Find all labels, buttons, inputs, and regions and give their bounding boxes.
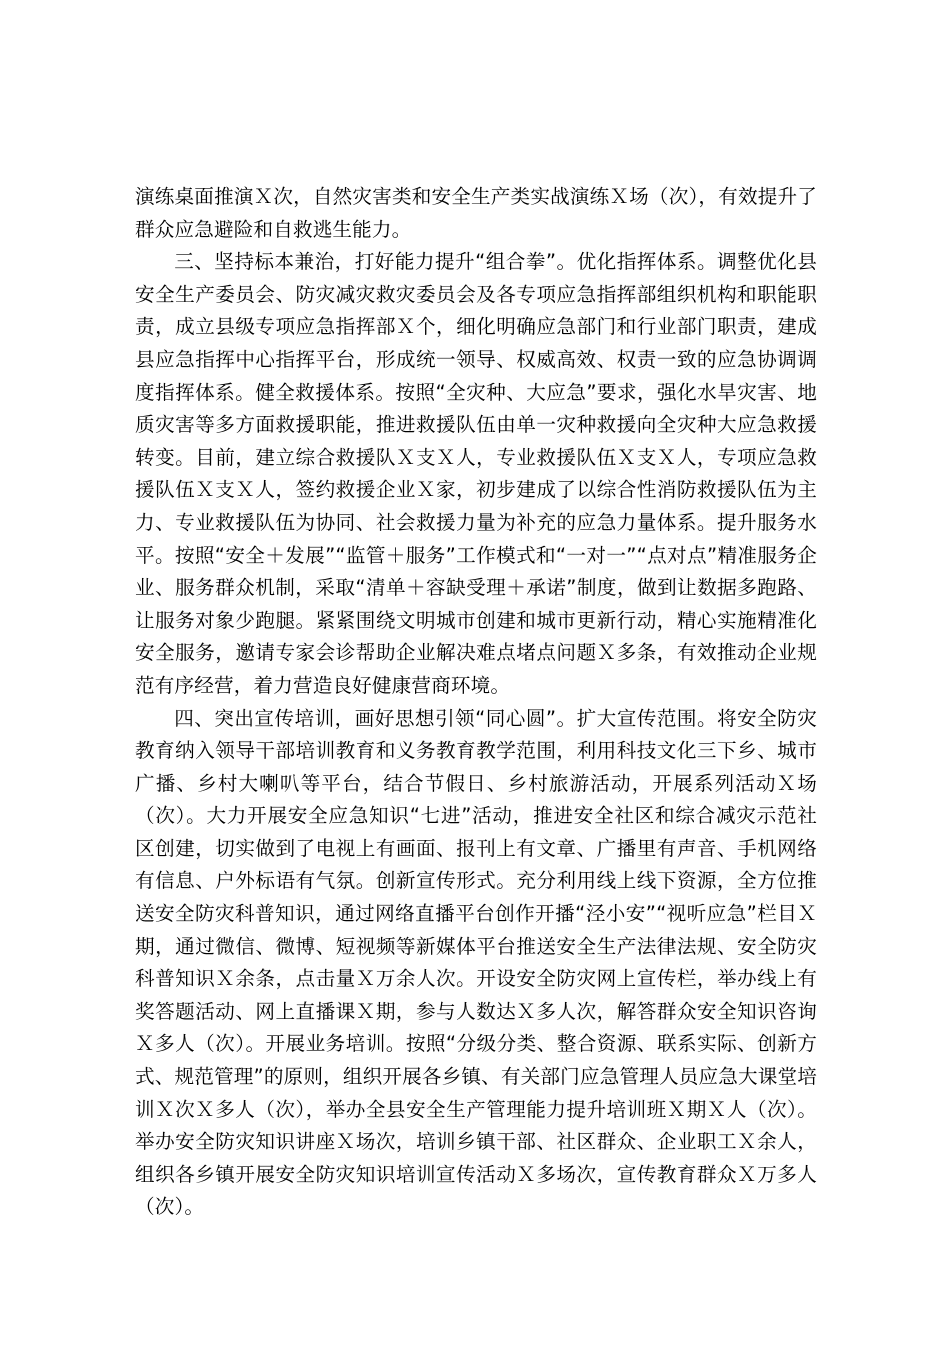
paragraph-section-four: 四、突出宣传培训，画好思想引领“同心圆”。扩大宣传范围。将安全防灾教育纳入领导干部培训教育和义务教育教学范围，利用科技文化三下乡、城市广播、乡村大喇叭等平台，结合节假日、乡村旅游活动，开展系列活动Ｘ场（次）。大力开展安全应急知识“七进”活动，推进安全社区和综合减灾示范社区创建，切实做到了电视上有画面、报刊上有文章、广播里有声音、手机网络有信息、户外标语有气氛。创新宣传形式。充分利用线上线下资源，全方位推送安全防灾科普知识，通过网络直播平台创作开播“泾小安”“视听应急”栏目Ｘ期，通过微信、微博、短视频等新媒体平台推送安全生产法律法规、安全防灾科普知识Ｘ余条，点击量Ｘ万余人次。开设安全防灾网上宣传栏，举办线上有奖答题活动、网上直播课Ｘ期，参与人数达Ｘ多人次，解答群众安全知识咨询Ｘ多人（次）。开展业务培训。按照“分级分类、整合资源、联系实际、创新方式、规范管理”的原则，组织开展各乡镇、有关部门应急管理人员应急大课堂培训Ｘ次Ｘ多人（次），举办全县安全生产管理能力提升培训班Ｘ期Ｘ人（次）。举办安全防灾知识讲座Ｘ场次，培训乡镇干部、社区群众、企业职工Ｘ余人，组织各乡镇开展安全防灾知识培训宣传活动Ｘ多场次，宣传教育群众Ｘ万多人（次）。 [135,706,817,1219]
document-body [135,181,817,1224]
paragraph-section-three: 三、坚持标本兼治，打好能力提升“组合拳”。优化指挥体系。调整优化县安全生产委员会、防灾减灾救灾委员会及各专项应急指挥部组织机构和职能职责，成立县级专项应急指挥部Ｘ个，细化明确应急部门和行业部门职责，建成县应急指挥中心指挥平台，形成统一领导、权威高效、权责一致的应急协调调度指挥体系。健全救援体系。按照“全灾种、大应急”要求，强化水旱灾害、地质灾害等多方面救援职能，推进救援队伍由单一灾种救援向全灾种大应急救援转变。目前，建立综合救援队Ｘ支Ｘ人，专业救援队伍Ｘ支Ｘ人，专项应急救援队伍Ｘ支Ｘ人，签约救援企业Ｘ家，初步建成了以综合性消防救援队伍为主力、专业救援队伍为协同、社会救援力量为补充的应急力量体系。提升服务水平。按照“安全＋发展”“监管＋服务”工作模式和“一对一”“点对点”精准服务企业、服务群众机制，采取“清单＋容缺受理＋承诺”制度，做到让数据多跑路、让服务对象少跑腿。紧紧围绕文明城市创建和城市更新行动，精心实施精准化安全服务，邀请专家会诊帮助企业解决难点堵点问题Ｘ多条，有效推动企业规范有序经营，着力营造良好健康营商环境。 [135,250,817,697]
paragraph-continuation: 演练桌面推演Ｘ次，自然灾害类和安全生产类实战演练Ｘ场（次），有效提升了群众应急避险和自救逃生能力。 [135,185,817,241]
